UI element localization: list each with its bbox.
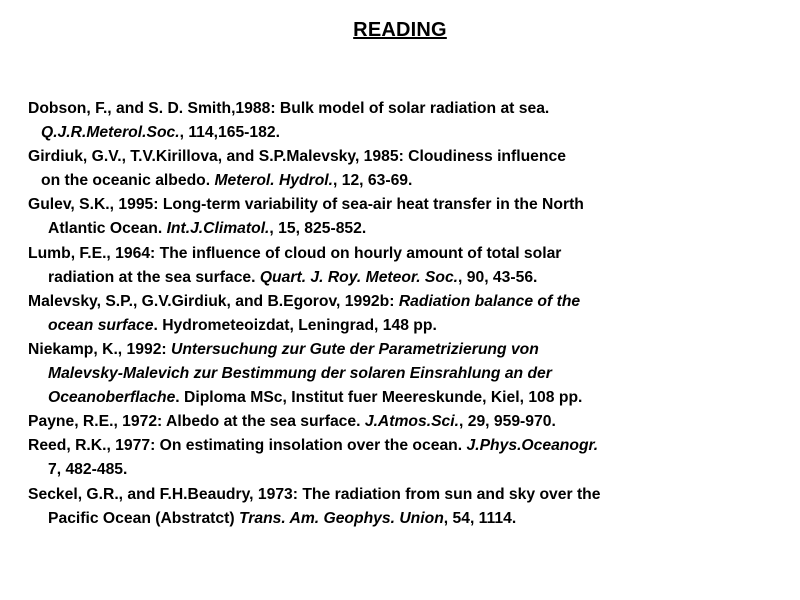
reference-item xyxy=(28,338,798,410)
journal-name: Quart. J. Roy. Meteor. Soc. xyxy=(259,268,459,286)
journal-name: Trans. Am. Geophys. Union xyxy=(238,509,444,527)
citation-details: , 90, 43-56. xyxy=(458,268,538,286)
citation-details: , 29, 959-970. xyxy=(459,413,556,431)
work-title: Radiation balance of the xyxy=(398,292,581,310)
reference-item xyxy=(28,290,798,338)
work-title: ocean surface xyxy=(48,316,154,334)
reference-item xyxy=(28,193,798,241)
reference-text: on the oceanic albedo. xyxy=(41,172,215,190)
reference-line xyxy=(28,386,798,410)
work-title: Oceanoberflache xyxy=(48,389,176,407)
reference-line: Girdiuk, G.V., T.V.Kirillova, and S.P.Malevsky, 1985: Cloudiness influence xyxy=(28,148,566,166)
reference-line: Dobson, F., and S. D. Smith,1988: Bulk model of solar radiation at sea. xyxy=(28,100,550,117)
reference-item xyxy=(28,434,798,482)
reference-line: Seckel, G.R., and F.H.Beaudry, 1973: The radiation from sun and sky over the xyxy=(28,485,601,503)
work-title: Malevsky-Malevich zur Bestimmung der solaren Einsrahlung an der xyxy=(48,365,552,383)
reference-line xyxy=(28,314,798,338)
page-title: READING xyxy=(353,19,447,41)
reference-text: Niekamp, K., 1992: xyxy=(28,340,171,358)
citation-details: 7, 482-485. xyxy=(48,461,128,479)
citation-details: , 114,165-182. xyxy=(179,124,280,142)
reference-line: Lumb, F.E., 1964: The influence of cloud on hourly amount of total solar xyxy=(28,244,562,262)
journal-name: Int.J.Climatol. xyxy=(166,220,270,238)
journal-name: J.Atmos.Sci. xyxy=(364,413,459,431)
reference-text: Atlantic Ocean. xyxy=(48,220,167,238)
citation-details: . Diploma MSc, Institut fuer Meereskunde, Kiel, 108 pp. xyxy=(175,389,583,407)
reference-text: Malevsky, S.P., G.V.Girdiuk, and B.Egorov, 1992b: xyxy=(28,292,399,310)
reference-line xyxy=(28,169,798,193)
journal-name: Meterol. Hydrol. xyxy=(214,172,334,190)
reference-text: Pacific Ocean (Abstratct) xyxy=(48,509,239,527)
reference-line xyxy=(28,362,798,386)
citation-details: , 12, 63-69. xyxy=(333,172,413,190)
reference-item xyxy=(28,97,798,145)
reference-line xyxy=(28,266,798,290)
reference-line: Gulev, S.K., 1995: Long-term variability of sea-air heat transfer in the North xyxy=(28,196,584,214)
reference-item xyxy=(28,242,798,290)
reference-item xyxy=(28,410,798,434)
reference-line xyxy=(28,338,798,362)
citation-details: , 15, 825-852. xyxy=(269,220,367,238)
reference-line xyxy=(28,434,798,458)
citation-details: . Hydrometeoizdat, Leningrad, 148 pp. xyxy=(153,316,437,334)
reference-line xyxy=(28,410,798,434)
reference-line xyxy=(28,121,798,145)
work-title: Untersuchung zur Gute der Parametrizierung von xyxy=(171,340,539,358)
reference-item xyxy=(28,145,798,193)
journal-name: Q.J.R.Meterol.Soc. xyxy=(41,124,180,142)
reference-text: Reed, R.K., 1977: On estimating insolation over the ocean. xyxy=(28,437,467,455)
citation-details: , 54, 1114. xyxy=(443,509,517,527)
reference-line xyxy=(28,290,798,314)
reference-text: radiation at the sea surface. xyxy=(48,268,260,286)
reference-item xyxy=(28,483,798,531)
reference-line xyxy=(28,507,798,531)
reference-list xyxy=(28,97,798,531)
journal-name: J.Phys.Oceanogr. xyxy=(466,437,599,455)
reference-line xyxy=(28,217,798,241)
reference-text: Payne, R.E., 1972: Albedo at the sea surface. xyxy=(28,413,365,431)
